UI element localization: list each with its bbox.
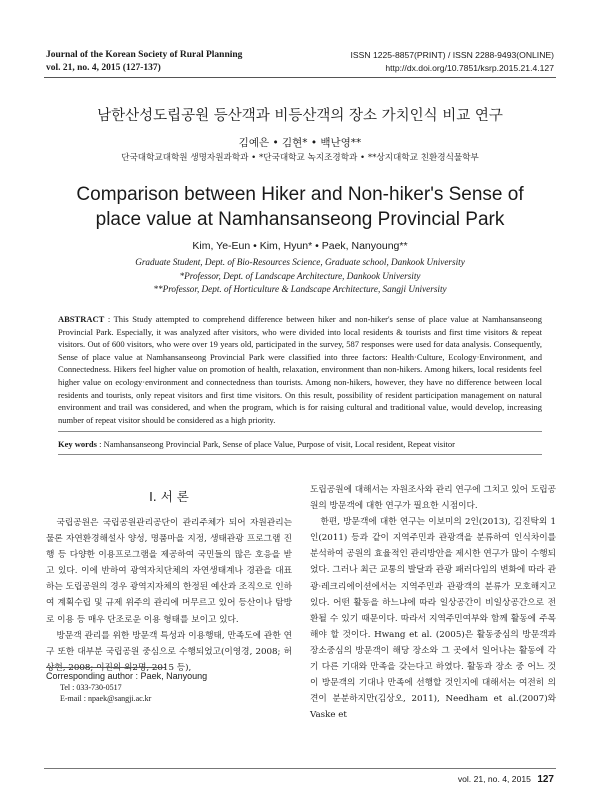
issn: ISSN 1225-8857(PRINT) / ISSN 2288-9493(ONLINE) xyxy=(350,50,554,60)
affiliation-line: Graduate Student, Dept. of Bio-Resources Science, Graduate school, Dankook University xyxy=(135,257,465,267)
footer-volume: vol. 21, no. 4, 2015 xyxy=(457,774,531,784)
body-column-left xyxy=(46,515,292,676)
journal-name: Journal of the Korean Society of Rural Planning xyxy=(46,50,243,60)
title-korean: 남한산성도립공원 등산객과 비등산객의 장소 가치인식 비교 연구 xyxy=(97,108,503,124)
keywords-label: Key words xyxy=(58,439,97,449)
header-divider xyxy=(44,77,556,78)
keywords-text: : Namhansanseong Provincial Park, Sense of place Value, Purpose of visit, Local resident, Repeat visitor xyxy=(96,439,455,449)
affiliations-english xyxy=(0,256,600,297)
paragraph: 도립공원에 대해서는 자원조사와 관리 연구에 그치고 있어 도립공원의 방문객에 대한 연구가 필요한 시점이다. xyxy=(310,485,556,512)
authors-korean: 김예은 • 김현* • 백난영** xyxy=(238,137,362,149)
footer-divider xyxy=(44,768,556,769)
author-email[interactable]: E-mail : npaek@sangji.ac.kr xyxy=(60,694,152,703)
journal-volume: vol. 21, no. 4, 2015 (127-137) xyxy=(46,63,161,73)
abstract xyxy=(58,313,542,426)
journal-identifiers xyxy=(351,49,554,75)
abstract-label: ABSTRACT xyxy=(58,314,105,324)
section-heading: Ⅰ. 서 론 xyxy=(149,489,189,504)
paragraph: 국립공원은 국립공원관리공단이 관리주체가 되어 자원관리는 물론 자연환경해설사 양성, 명품마을 지정, 생태관광 프로그램 진행 등 다양한 이용프로그램을 제공하여 국민들의 많은 호응을 받고 있다. 이에 반하여 광역자치단체의 자연생태계나 경관을 대표하는 도립공원의 경우 광역지자체의 한정된 예산과 조직으로 인하여 계획수립 및 규제 위주의 관리에 머무르고 있어 등산이나 탐방로 이용 등 매우 단조로운 이용 형태를 보이고 있다. xyxy=(46,518,292,625)
affiliations-korean: 단국대학교대학원 생명자원과학과 • *단국대학교 녹지조경학과 • **상지대학교 친환경식물학부 xyxy=(121,153,479,163)
keywords-divider-bottom xyxy=(58,454,542,455)
authors-english: Kim, Ye-Eun • Kim, Hyun* • Paek, Nanyoung** xyxy=(192,240,408,252)
affiliation-line: **Professor, Dept. of Horticulture & Landscape Architecture, Sangji University xyxy=(153,284,447,294)
body-column-right xyxy=(310,482,556,723)
corresponding-author-note xyxy=(46,671,207,704)
page-footer xyxy=(458,774,554,785)
paragraph: 한편, 방문객에 대한 연구는 이보미의 2인(2013), 김진탁외 1인(2011) 등과 같이 지역주민과 관광객을 분류하여 인식차이를 분석하여 공원의 효율적인 관리방안을 제시한 연구가 많이 수행되었다. 그러나 최근 교통의 발달과 관광 패러다임의 변화에 따라 관광·레크리에이션에서는 지역주민과 관광객의 분류가 모호해지고 있다. 어떤 활동을 하느냐에 따라 일상공간이 비일상공간으로 전환될 수 있기 때문이다. 따라서 지역주민여부와 함께 활동에 주목해야 할 것이다. Hwang et al. (2005)은 활동중심의 방문객과 장소중심의 방문객이 해당 장소와 그 곳에서 일어나는 활동에 각기 다른 기대와 만족을 갖는다고 하였다. 활동과 장소 중 어느 것이 방문객의 기대나 만족에 선행할 것인지에 대해서는 여전히 의견이 분분하지만(김상오, 2011), Needham et al.(2007)와 Vaske et xyxy=(310,517,556,721)
journal-header xyxy=(46,49,242,75)
keywords-divider-top xyxy=(58,431,542,432)
title-english: Comparison between Hiker and Non-hiker's Sense of place value at Namhansanseong Provincial Park xyxy=(76,184,524,230)
affiliation-line: *Professor, Dept. of Landscape Architecture, Dankook University xyxy=(179,270,421,281)
corresponding-author: Corresponding author : Paek, Nanyoung xyxy=(46,671,208,681)
footnote-divider xyxy=(46,667,166,668)
doi-link[interactable]: http://dx.doi.org/10.7851/ksrp.2015.21.4.127 xyxy=(385,63,554,73)
keywords xyxy=(58,439,542,449)
abstract-text: : This Study attempted to comprehend difference between hiker and non-hiker's sense of place value at Namhansanseong Provincial Park. Especially, it was analyzed after visitors, who were divided into local residents & tourists and first time visitors & repeat visitors. Out of 600 visitors, who were over 19 years old, participated in the survey, 587 responses were used for data analysis. Consequently, Sense of place value at Namhansanseong Provincial Park were classified into three factors: Health·Culture, Ecology·Environment, and Connectedness. Hikers feel higher value on promotion of health, relaxation, environment than non-hikers. Among hikers, local residents feel higher value on ecology·environment and connectedness than tourists. Among non-hikers, however, they have no difference between local residents and tourists, only repeat visitors and first time visitors. On this result, possibility of resident participation management on natural environment and trail was considered, and when the program, which is for raising cultural and traditional value, would develop, increasing number of repeat visitor should be considered as a high priority. xyxy=(58,314,542,425)
paragraph: 방문객 관리를 위한 방문객 특성과 이용행태, 만족도에 관한 연구 또한 대부분 국립공원 중심으로 수행되었고(이영경, 2008; 허상현, 2008; 이진의 외2명, 2015 등), xyxy=(46,630,292,673)
page-number: 127 xyxy=(537,774,554,785)
author-phone: Tel : 033-730-0517 xyxy=(60,683,122,692)
